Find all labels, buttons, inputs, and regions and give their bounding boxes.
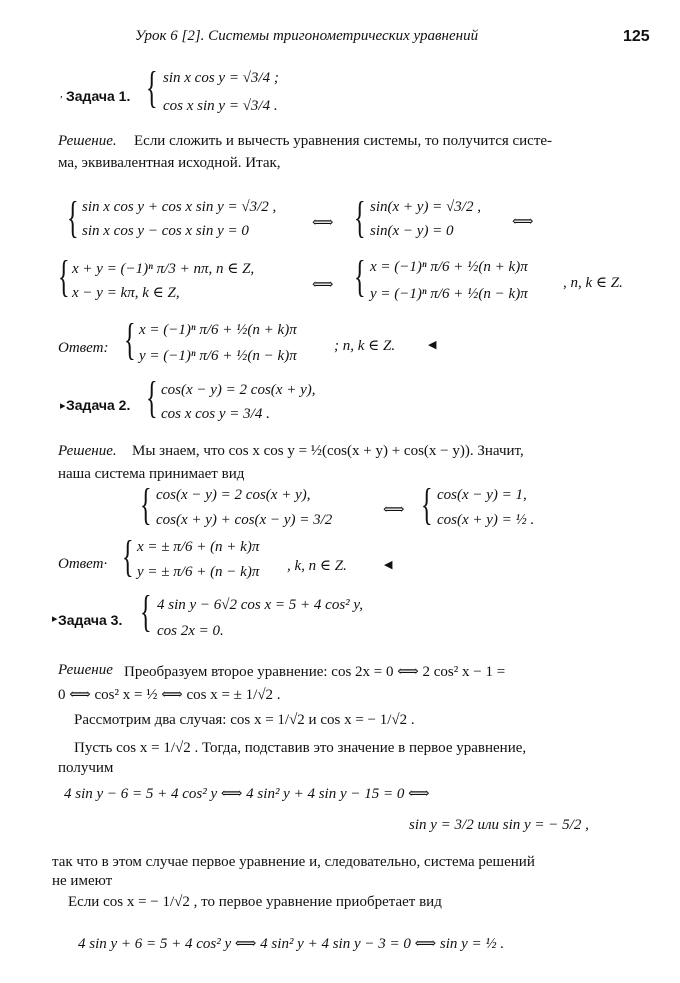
task1-sys-d2: y = (−1)ⁿ π/6 + ½(n − k)π	[370, 286, 528, 302]
task1-answer-x: x = (−1)ⁿ π/6 + ½(n + k)π	[139, 322, 297, 338]
iff-symbol: ⟺	[512, 214, 534, 230]
task2-sys-b1: cos(x − y) = 1,	[437, 487, 527, 503]
task2-answer-condition: , k, n ∈ Z.	[287, 558, 347, 574]
task2-answer-label: Ответ·	[58, 556, 108, 572]
task3-label: Задача 3.	[58, 612, 123, 628]
margin-mark-2: ▸	[60, 400, 66, 412]
task1-sys-d-condition: , n, k ∈ Z.	[563, 275, 623, 291]
task1-answer-label: Ответ:	[58, 340, 109, 356]
task2-sys-a2: cos(x + y) + cos(x − y) = 3/2	[156, 512, 333, 528]
task1-solution-line1: Если сложить и вычесть уравнения системы, то получится систе-	[134, 133, 553, 149]
task3-line1: Преобразуем второе уравнение: cos 2x = 0 ⟺ 2 cos² x − 1 =	[124, 664, 506, 680]
task1-answer-brace: {	[124, 315, 136, 364]
task2-brace: {	[146, 373, 158, 422]
task1-sys-b1: sin(x + y) = √3/2 ,	[370, 199, 481, 215]
task1-sys-b-brace: {	[354, 193, 366, 242]
task3-line5: получим	[58, 760, 114, 776]
task3-line9: не имеют	[52, 873, 113, 889]
task1-answer-condition: ; n, k ∈ Z.	[334, 338, 396, 354]
task1-sys-c1: x + y = (−1)ⁿ π/3 + nπ, n ∈ Z,	[72, 261, 255, 277]
task1-sys-d-brace: {	[354, 252, 366, 301]
task3-line6: 4 sin y − 6 = 5 + 4 cos² y ⟺ 4 sin² y + 4 sin y − 15 = 0 ⟺	[64, 786, 430, 802]
task2-answer-y: y = ± π/6 + (n − k)π	[137, 564, 260, 580]
task3-line7: sin y = 3/2 или sin y = − 5/2 ,	[409, 817, 589, 833]
task3-line10: Если cos x = − 1/√2 , то первое уравнение приобретает вид	[68, 894, 442, 910]
task1-solution-line2: ма, эквивалентная исходной. Итак,	[58, 155, 281, 171]
task1-sys-a2: sin x cos y − cos x sin y = 0	[82, 223, 249, 239]
task3-line2: 0 ⟺ cos² x = ½ ⟺ cos x = ± 1/√2 .	[58, 687, 281, 703]
task1-sys-a-brace: {	[67, 193, 79, 242]
task2-solution-line1: Мы знаем, что cos x cos y = ½(cos(x + y) + cos(x − y)). Значит,	[132, 443, 524, 459]
task2-answer-brace: {	[122, 532, 134, 581]
task2-sys-a1: cos(x − y) = 2 cos(x + y),	[156, 487, 311, 503]
task1-sys-c-brace: {	[58, 252, 70, 301]
task2-solution-line2: наша система принимает вид	[58, 466, 245, 482]
task3-line8: так что в этом случае первое уравнение и, следовательно, система решений	[52, 854, 535, 870]
page-number: 125	[623, 28, 650, 45]
task3-brace: {	[140, 587, 152, 636]
task1-answer-y: y = (−1)ⁿ π/6 + ½(n − k)π	[139, 348, 297, 364]
task3-solution-label: Решение	[58, 662, 113, 678]
task2-end-mark: ◀	[384, 559, 393, 571]
task2-sys-b-brace: {	[421, 480, 433, 529]
task1-eq1: sin x cos y = √3/4 ;	[163, 70, 279, 86]
task2-eq2: cos x cos y = 3/4 .	[161, 406, 270, 422]
task1-brace: {	[146, 63, 158, 112]
task2-answer-x: x = ± π/6 + (n + k)π	[137, 539, 260, 555]
iff-symbol: ⟺	[312, 215, 334, 231]
task1-end-mark: ◀	[428, 339, 437, 351]
task2-sys-a-brace: {	[140, 480, 152, 529]
task1-solution-label: Решение.	[58, 133, 117, 149]
task2-eq1: cos(x − y) = 2 cos(x + y),	[161, 382, 316, 398]
iff-symbol: ⟺	[312, 277, 334, 293]
margin-mark-1: ,	[60, 88, 63, 100]
task3-line11: 4 sin y + 6 = 5 + 4 cos² y ⟺ 4 sin² y + 4 sin y − 3 = 0 ⟺ sin y = ½ .	[78, 936, 505, 952]
task1-sys-d1: x = (−1)ⁿ π/6 + ½(n + k)π	[370, 259, 528, 275]
running-header-title: Урок 6 [2]. Системы тригонометрических уравнений	[135, 28, 479, 44]
task1-sys-c2: x − y = kπ, k ∈ Z,	[72, 285, 180, 301]
task3-eq2: cos 2x = 0.	[157, 623, 224, 639]
task1-sys-b2: sin(x − y) = 0	[370, 223, 454, 239]
iff-symbol: ⟺	[383, 502, 405, 518]
task3-line4: Пусть cos x = 1/√2 . Тогда, подставив это значение в первое уравнение,	[74, 740, 527, 756]
task2-label: Задача 2.	[66, 397, 131, 413]
task3-line3: Рассмотрим два случая: cos x = 1/√2 и cos x = − 1/√2 .	[74, 712, 415, 728]
task2-sys-b2: cos(x + y) = ½ .	[437, 512, 535, 528]
task1-eq2: cos x sin y = √3/4 .	[163, 98, 278, 114]
margin-mark-3: ▸	[52, 613, 58, 625]
task1-label: Задача 1.	[66, 88, 131, 104]
task2-solution-label: Решение.	[58, 443, 117, 459]
task3-eq1: 4 sin y − 6√2 cos x = 5 + 4 cos² y,	[157, 597, 363, 613]
task1-sys-a1: sin x cos y + cos x sin y = √3/2 ,	[82, 199, 277, 215]
